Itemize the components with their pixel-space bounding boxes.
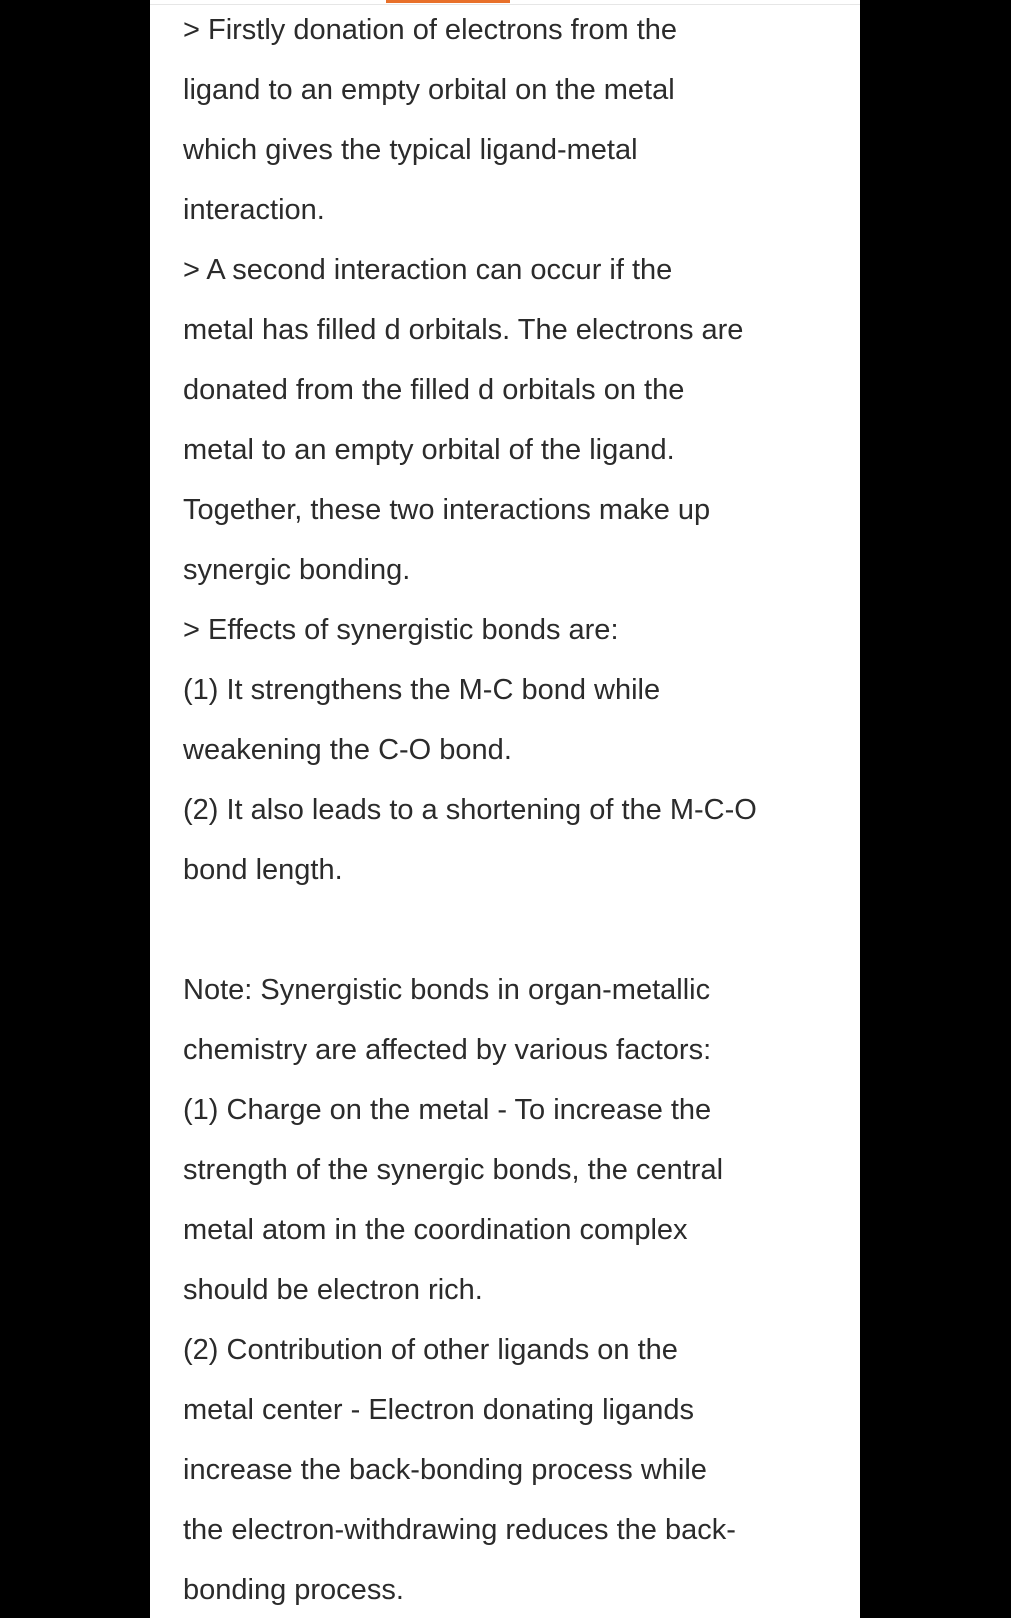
text-line: bonding process. [183,1574,404,1606]
text-line: metal has filled d orbitals. The electrons are [183,314,744,346]
document-page [150,0,860,1618]
blank-line [183,900,843,960]
text-line: synergic bonding. [183,554,411,586]
text-line: metal to an empty orbital of the ligand. [183,434,675,466]
answer-text [183,0,843,1618]
text-line: bond length. [183,854,343,886]
text-line: metal center - Electron donating ligands [183,1394,695,1426]
text-line: interaction. [183,194,325,226]
text-line: chemistry are affected by various factors: [183,1034,712,1066]
text-line: ligand to an empty orbital on the metal [183,74,675,106]
text-line: (2) It also leads to a shortening of the M-C-O [183,794,757,826]
text-line: metal atom in the coordination complex [183,1214,688,1246]
text-line: strength of the synergic bonds, the central [183,1154,724,1186]
text-line: increase the back-bonding process while [183,1454,707,1486]
text-line: (1) It strengthens the M-C bond while [183,674,661,706]
text-line: donated from the filled d orbitals on the [183,374,685,406]
text-line: Note: Synergistic bonds in organ-metallic [183,974,711,1006]
text-line: weakening the C-O bond. [183,734,512,766]
text-line: Together, these two interactions make up [183,494,711,526]
text-line: (2) Contribution of other ligands on the [183,1334,678,1366]
text-line: which gives the typical ligand-metal [183,134,638,166]
text-line: > A second interaction can occur if the [183,254,673,286]
text-line: > Effects of synergistic bonds are: [183,614,619,646]
text-line: (1) Charge on the metal - To increase the [183,1094,712,1126]
text-line: > Firstly donation of electrons from the [183,14,678,46]
text-line: the electron-withdrawing reduces the back- [183,1514,736,1546]
text-line: should be electron rich. [183,1274,483,1306]
